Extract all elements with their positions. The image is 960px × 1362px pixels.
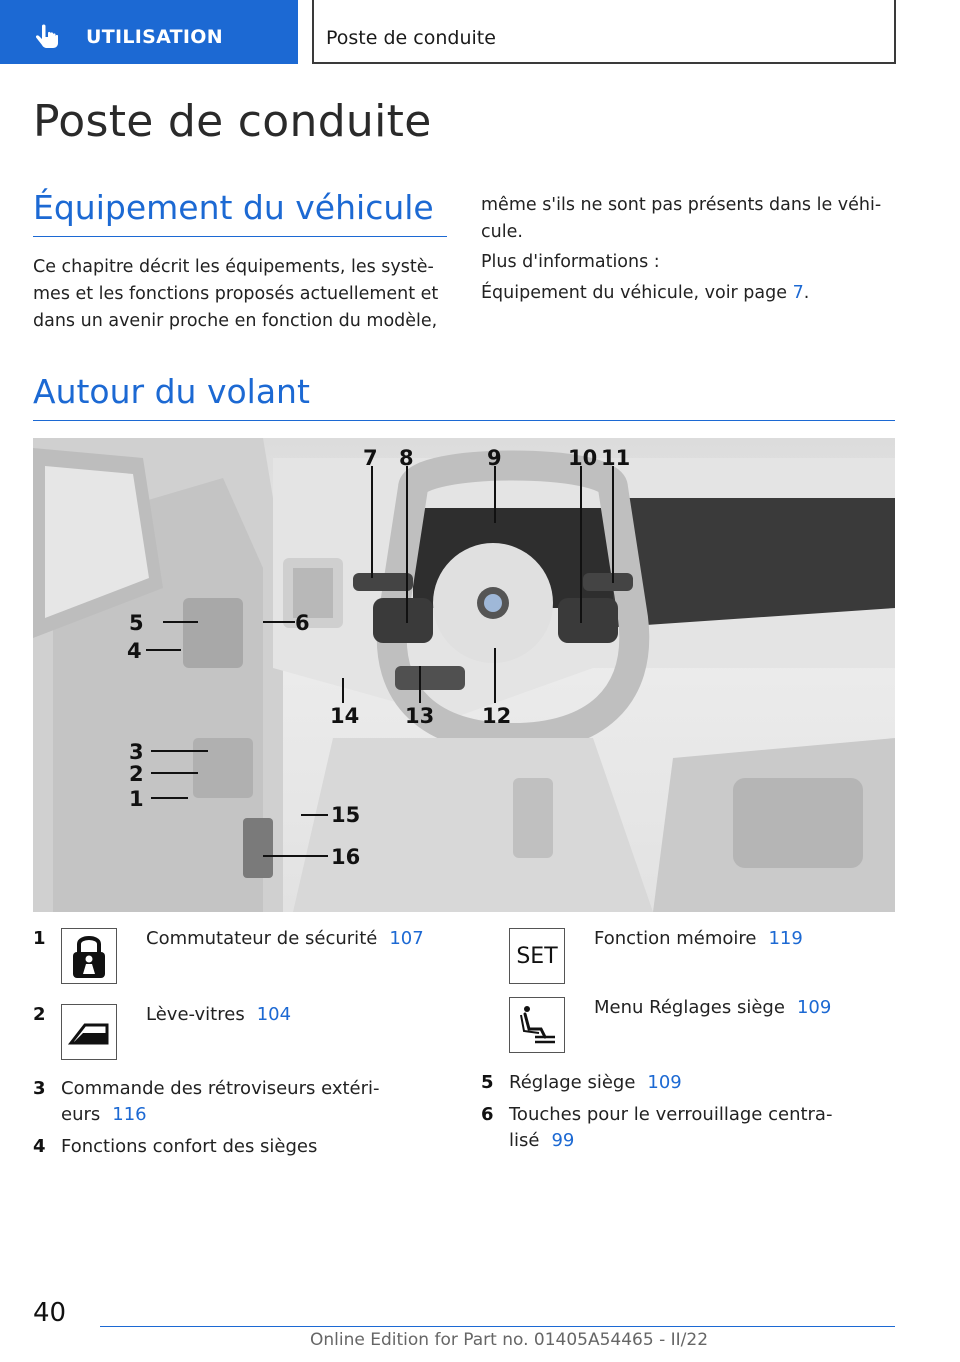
- set-memory-icon: SET: [516, 943, 558, 969]
- callout-8: 8: [399, 446, 414, 470]
- callout-10: 10: [568, 446, 598, 470]
- legend-page-link-memory[interactable]: 119: [768, 928, 803, 949]
- page-title: Poste de conduite: [33, 96, 432, 147]
- intro-paragraph-left: Ce chapitre décrit les équipements, les systèmes et les fonctions proposés actuellement et dans un avenir proche en fonction du modèle,: [33, 257, 439, 331]
- footer-rule: [100, 1326, 895, 1327]
- legend-item-6: [509, 1102, 839, 1154]
- child-lock-icon: [67, 932, 111, 980]
- cockpit-figure: [33, 438, 895, 912]
- callout-9: 9: [487, 446, 502, 470]
- cockpit-illustration: [33, 438, 895, 912]
- window-lift-icon: [67, 1017, 111, 1047]
- legend-number-1: 1: [33, 928, 46, 949]
- more-info-label: Plus d'informations :: [481, 252, 660, 272]
- legend-page-link-1[interactable]: 107: [389, 928, 424, 949]
- section-title-equipment: Équipement du véhicule: [33, 188, 434, 227]
- callout-16: 16: [331, 845, 361, 869]
- callout-3: 3: [129, 740, 144, 764]
- legend-label-memory: Fonction mémoire: [594, 928, 757, 949]
- hand-pointer-icon: [32, 24, 62, 50]
- legend-label-2: Lève-vitres: [146, 1004, 245, 1025]
- callout-5: 5: [129, 611, 144, 635]
- legend-item-seat-menu: [594, 995, 831, 1021]
- child-lock-icon-box: [61, 928, 117, 984]
- window-lift-icon-box: [61, 1004, 117, 1060]
- callout-4: 4: [127, 639, 142, 663]
- section-rule: [33, 236, 447, 237]
- legend-number-6: 6: [481, 1104, 494, 1125]
- page-number: 40: [33, 1298, 67, 1328]
- legend-number-2: 2: [33, 1004, 46, 1025]
- callout-12: 12: [482, 704, 512, 728]
- legend-label-4: Fonctions confort des sièges: [61, 1136, 318, 1157]
- seat-settings-icon: [515, 1003, 559, 1047]
- callout-2: 2: [129, 762, 144, 786]
- callout-15: 15: [331, 803, 361, 827]
- section-title-steering: Autour du volant: [33, 372, 310, 411]
- see-page-line: [481, 280, 895, 307]
- header-section-label: UTILISATION: [86, 26, 223, 48]
- legend-page-link-3[interactable]: 116: [112, 1104, 147, 1125]
- see-page-link[interactable]: 7: [792, 283, 804, 303]
- footer-edition: Online Edition for Part no. 01405A54465 - II/22: [310, 1330, 709, 1350]
- legend-page-link-seat-menu[interactable]: 109: [796, 997, 832, 1018]
- legend-label-3: Commande des rétroviseurs extérieurs: [61, 1078, 380, 1125]
- legend-page-link-6[interactable]: 99: [551, 1130, 575, 1151]
- legend-page-link-2[interactable]: 104: [256, 1004, 292, 1025]
- legend-label-seat-menu: Menu Réglages siège: [594, 997, 785, 1018]
- legend-item-3: [61, 1076, 391, 1128]
- legend-item-5: [509, 1070, 682, 1096]
- callout-11: 11: [601, 446, 631, 470]
- see-page-text: Équipement du véhicule, voir page: [481, 283, 788, 303]
- see-page-end: .: [803, 283, 810, 303]
- legend-label-6: Touches pour le verrouillage centralisé: [509, 1104, 833, 1151]
- seat-settings-icon-box: [509, 997, 565, 1053]
- intro-paragraph-right: même s'ils ne sont pas présents dans le véhicule.: [481, 195, 882, 242]
- legend-number-3: 3: [33, 1078, 46, 1099]
- section-rule: [33, 420, 895, 421]
- callout-1: 1: [129, 787, 144, 811]
- callout-6: 6: [295, 611, 310, 635]
- header-chapter-box: [312, 0, 896, 64]
- legend-page-link-5[interactable]: 109: [647, 1072, 682, 1093]
- callout-13: 13: [405, 704, 435, 728]
- callout-14: 14: [330, 704, 360, 728]
- legend-number-5: 5: [481, 1072, 494, 1093]
- set-memory-icon-box: [509, 928, 565, 984]
- legend-item-1: [146, 926, 424, 952]
- header-chapter-label: Poste de conduite: [326, 27, 496, 49]
- header-section-tab: [0, 0, 298, 64]
- legend-number-4: 4: [33, 1136, 46, 1157]
- legend-item-memory: [594, 926, 803, 952]
- legend-label-5: Réglage siège: [509, 1072, 636, 1093]
- callout-7: 7: [363, 446, 378, 470]
- legend-item-2: [146, 1002, 291, 1028]
- legend-label-1: Commutateur de sécurité: [146, 928, 378, 949]
